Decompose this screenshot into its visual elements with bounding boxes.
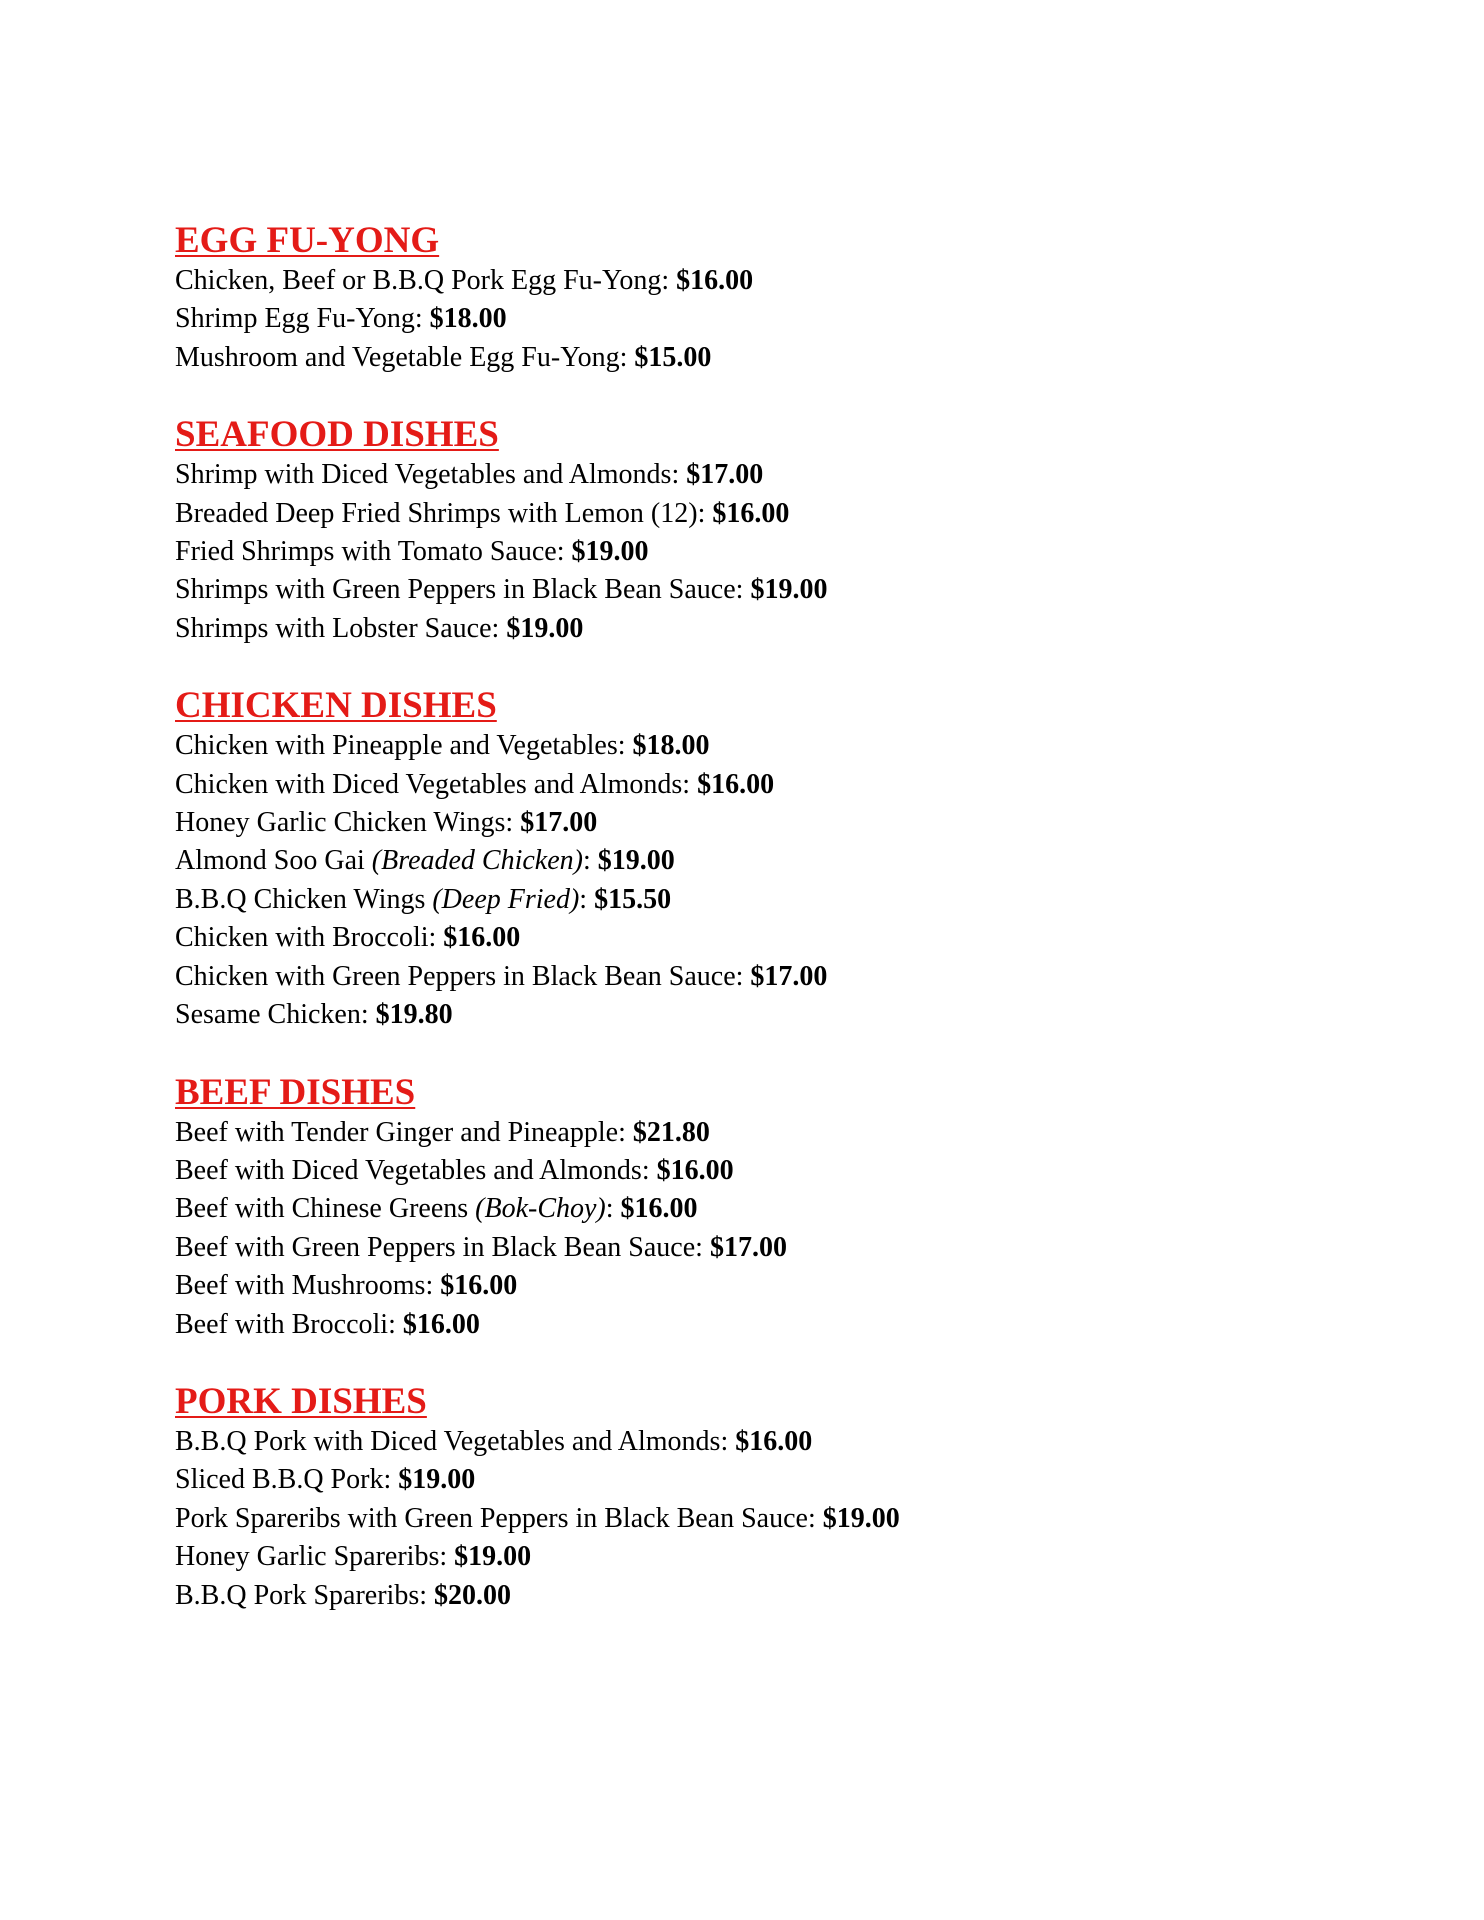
item-name: Beef with Chinese Greens — [175, 1193, 469, 1225]
item-price: $19.00 — [750, 574, 828, 606]
item-price: $17.00 — [709, 1231, 787, 1263]
menu-item: Breaded Deep Fried Shrimps with Lemon (12): $16.00 — [175, 497, 790, 529]
item-price: $16.00 — [656, 1154, 734, 1186]
item-price: $21.80 — [632, 1116, 710, 1148]
item-name: Pork Spareribs with Green Peppers in Black Bean Sauce — [175, 1502, 808, 1534]
item-name: Breaded Deep Fried Shrimps with Lemon (12) — [175, 497, 698, 529]
menu-item: B.B.Q Chicken Wings (Deep Fried): $15.50 — [175, 883, 672, 915]
item-price: $19.00 — [398, 1464, 476, 1496]
item-name: Sesame Chicken — [175, 999, 361, 1031]
menu-item: Mushroom and Vegetable Egg Fu-Yong: $15.00 — [175, 341, 712, 373]
item-name: Honey Garlic Spareribs — [175, 1541, 440, 1573]
menu-item: Beef with Tender Ginger and Pineapple: $21.80 — [175, 1116, 710, 1148]
item-price: $19.00 — [506, 612, 584, 644]
menu-item: Beef with Green Peppers in Black Bean Sauce: $17.00 — [175, 1231, 787, 1263]
item-name: Beef with Green Peppers in Black Bean Sauce — [175, 1231, 696, 1263]
item-name: Shrimps with Lobster Sauce — [175, 612, 492, 644]
item-note: (Breaded Chicken) — [371, 845, 583, 877]
item-price: $16.00 — [620, 1193, 698, 1225]
section-title: SEAFOOD DISHES — [175, 414, 499, 456]
item-name: Shrimps with Green Peppers in Black Bean Sauce — [175, 574, 736, 606]
menu-section — [175, 683, 1375, 1034]
item-name: Beef with Mushrooms — [175, 1270, 426, 1302]
section-title: PORK DISHES — [175, 1380, 427, 1422]
item-name: Beef with Diced Vegetables and Almonds — [175, 1154, 642, 1186]
section-title: BEEF DISHES — [175, 1071, 416, 1113]
menu-item: Shrimp Egg Fu-Yong: $18.00 — [175, 303, 507, 335]
menu-item: Sesame Chicken: $19.80 — [175, 999, 453, 1031]
menu-item: Beef with Broccoli: $16.00 — [175, 1308, 480, 1340]
item-price: $15.00 — [634, 341, 712, 373]
item-name: Shrimp with Diced Vegetables and Almonds — [175, 459, 672, 491]
menu-item: B.B.Q Pork Spareribs: $20.00 — [175, 1579, 512, 1611]
item-note: (Bok-Choy) — [475, 1193, 606, 1225]
item-name: B.B.Q Pork with Diced Vegetables and Almonds — [175, 1425, 721, 1457]
menu-item: Honey Garlic Chicken Wings: $17.00 — [175, 807, 598, 839]
item-name: Beef with Broccoli — [175, 1308, 389, 1340]
menu-item: B.B.Q Pork with Diced Vegetables and Almonds: $16.00 — [175, 1425, 813, 1457]
menu-item: Honey Garlic Spareribs: $19.00 — [175, 1541, 532, 1573]
item-price: $17.00 — [750, 960, 828, 992]
menu-item: Beef with Mushrooms: $16.00 — [175, 1270, 518, 1302]
menu-item: Pork Spareribs with Green Peppers in Black Bean Sauce: $19.00 — [175, 1502, 900, 1534]
menu-section — [175, 412, 1375, 648]
menu-item: Chicken with Broccoli: $16.00 — [175, 922, 521, 954]
menu-item: Beef with Diced Vegetables and Almonds: $16.00 — [175, 1154, 734, 1186]
item-price: $19.00 — [454, 1541, 532, 1573]
item-price: $17.00 — [686, 459, 764, 491]
item-name: Honey Garlic Chicken Wings — [175, 807, 506, 839]
item-price: $16.00 — [676, 265, 754, 296]
item-price: $17.00 — [520, 807, 598, 839]
menu-item: Sliced B.B.Q Pork: $19.00 — [175, 1464, 476, 1496]
item-price: $19.00 — [822, 1502, 900, 1534]
item-name: B.B.Q Chicken Wings — [175, 883, 426, 915]
item-price: $19.00 — [571, 536, 649, 568]
item-price: $19.00 — [597, 845, 675, 877]
menu-section — [175, 218, 1375, 377]
item-name: Chicken with Broccoli — [175, 922, 429, 954]
item-name: Chicken with Pineapple and Vegetables — [175, 730, 618, 762]
menu-item: Shrimps with Lobster Sauce: $19.00 — [175, 612, 584, 644]
item-price: $16.00 — [712, 497, 790, 529]
menu-item: Fried Shrimps with Tomato Sauce: $19.00 — [175, 536, 649, 568]
menu-section — [175, 1070, 1375, 1344]
menu-item: Almond Soo Gai (Breaded Chicken): $19.00 — [175, 845, 675, 877]
item-name: Shrimp Egg Fu-Yong — [175, 303, 415, 335]
item-name: Almond Soo Gai — [175, 845, 365, 877]
item-price: $20.00 — [434, 1579, 512, 1611]
item-price: $16.00 — [402, 1308, 480, 1340]
item-name: Mushroom and Vegetable Egg Fu-Yong — [175, 341, 620, 373]
menu-item: Chicken with Pineapple and Vegetables: $18.00 — [175, 730, 710, 762]
item-name: Chicken with Green Peppers in Black Bean Sauce — [175, 960, 736, 992]
item-price: $16.00 — [735, 1425, 813, 1457]
section-title: CHICKEN DISHES — [175, 685, 497, 727]
item-price: $16.00 — [443, 922, 521, 954]
item-price: $18.00 — [429, 303, 507, 335]
item-name: Beef with Tender Ginger and Pineapple — [175, 1116, 619, 1148]
item-price: $19.80 — [375, 999, 453, 1031]
menu-item: Chicken with Diced Vegetables and Almonds: $16.00 — [175, 768, 775, 800]
item-price: $15.50 — [594, 883, 672, 915]
menu-item: Chicken with Green Peppers in Black Bean Sauce: $17.00 — [175, 960, 828, 992]
item-price: $16.00 — [697, 768, 775, 800]
item-name: B.B.Q Pork Spareribs — [175, 1579, 420, 1611]
menu-item: Chicken, Beef or B.B.Q Pork Egg Fu-Yong: $16.00 — [175, 265, 754, 296]
item-name: Sliced B.B.Q Pork — [175, 1464, 384, 1496]
menu-item: Shrimp with Diced Vegetables and Almonds: $17.00 — [175, 459, 764, 491]
item-name: Chicken with Diced Vegetables and Almonds — [175, 768, 683, 800]
item-name: Chicken, Beef or B.B.Q Pork Egg Fu-Yong — [175, 265, 662, 296]
item-note: (Deep Fried) — [432, 883, 580, 915]
section-title: EGG FU-YONG — [175, 220, 440, 261]
menu-item: Shrimps with Green Peppers in Black Bean Sauce: $19.00 — [175, 574, 828, 606]
item-name: Fried Shrimps with Tomato Sauce — [175, 536, 557, 568]
menu-page — [175, 218, 1375, 1650]
menu-section — [175, 1379, 1375, 1615]
item-price: $16.00 — [440, 1270, 518, 1302]
item-price: $18.00 — [632, 730, 710, 762]
menu-item: Beef with Chinese Greens (Bok-Choy): $16.00 — [175, 1193, 698, 1225]
